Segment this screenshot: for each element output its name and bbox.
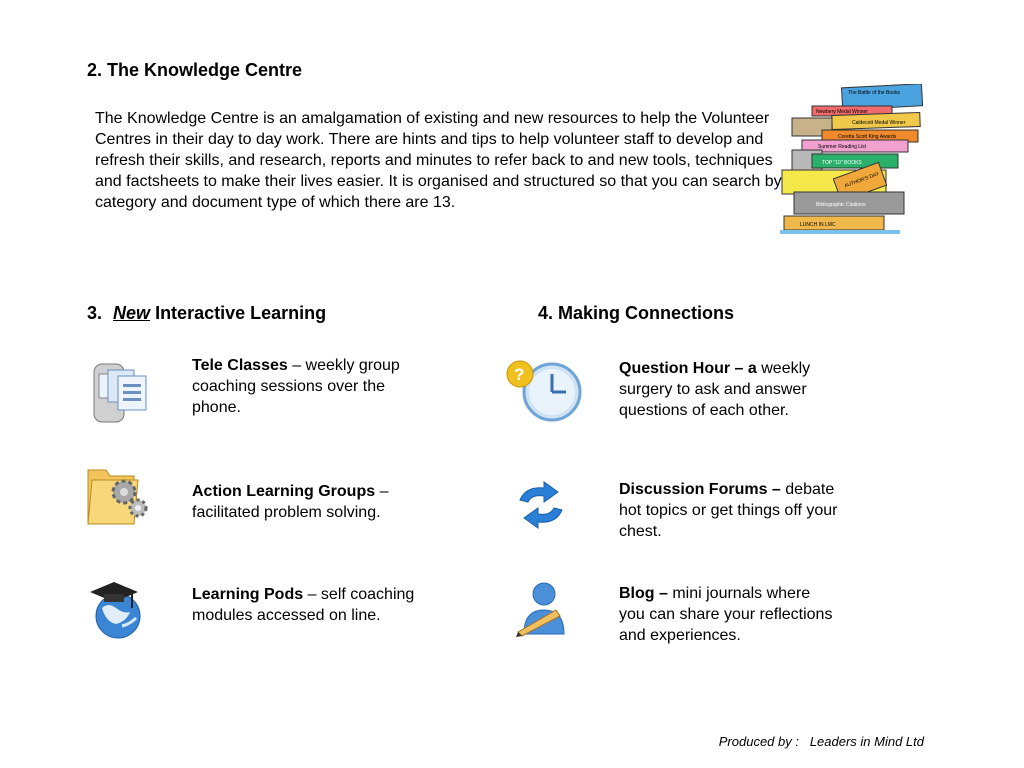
question-hour-item	[619, 358, 839, 421]
learning-pods-description: – self coaching modules accessed on line.	[192, 586, 415, 624]
book-spine-label: AUTHOR'S DAY	[843, 171, 881, 190]
action-learning-groups-item	[192, 481, 422, 523]
book-spine-label: Coretta Scott King Awards	[838, 134, 897, 140]
clock-question-icon	[502, 358, 586, 424]
tele-classes-item	[192, 355, 422, 418]
book-spine-label: Caldecott Medal Winner	[852, 120, 906, 126]
section-4-title: 4. Making Connections	[538, 303, 735, 323]
blog-description: mini journals where you can share your reflections and experiences.	[619, 585, 833, 644]
book-spine-label: TOP "10" BOOKS	[822, 160, 862, 166]
discussion-forums-title: Discussion Forums –	[619, 481, 781, 498]
blog-title: Blog –	[619, 585, 668, 602]
section-2-title: 2. The Knowledge Centre	[87, 60, 303, 80]
stack-of-books-icon	[778, 84, 930, 236]
section-3-title-rest: Interactive Learning	[155, 303, 327, 323]
book-spine-label: Summer Reading List	[818, 144, 867, 150]
action-learning-groups-title: Action Learning Groups	[192, 483, 376, 500]
section-3-number: 3.	[87, 303, 103, 323]
book-spine-label: Bibliographic Citations	[816, 202, 866, 208]
book-spine-label: Newbery Medal Winner	[816, 109, 868, 115]
blog-item	[619, 583, 839, 646]
section-3-new-word: New	[113, 303, 151, 323]
footer-credit: Produced by : Leaders in Mind Ltd	[718, 734, 924, 749]
globe-graduation-cap-icon	[86, 578, 148, 640]
knowledge-centre-description: The Knowledge Centre is an amalgamation of existing and new resources to help the Volunteer Centres in their day to day work. There are hints and tips to help volunteer staff to develop and refresh their skills, and research, reports and minutes to refer back to and new tools, techniques and factsheets to make their lives easier. It is organised and structured so that you can search by category and document type of which there are 13.	[95, 110, 782, 211]
folder-gears-icon	[84, 462, 154, 528]
book-spine-label: LUNCH IN LMC	[800, 222, 836, 228]
svg-text:?: ?	[514, 365, 525, 384]
refresh-arrows-icon	[514, 480, 568, 530]
book-spine-label: The Battle of the Books	[848, 90, 900, 96]
question-hour-title: Question Hour – a	[619, 360, 757, 377]
section-3-title	[87, 303, 326, 324]
learning-pods-title: Learning Pods	[192, 586, 304, 603]
action-learning-groups-description: – facilitated problem solving.	[192, 483, 389, 521]
discussion-forums-item	[619, 479, 839, 542]
learning-pods-item	[192, 584, 422, 626]
user-pencil-icon	[516, 580, 570, 638]
discussion-forums-description: debate hot topics or get things off your chest.	[619, 481, 838, 540]
mobile-phone-icon	[88, 360, 152, 426]
tele-classes-description: – weekly group coaching sessions over the phone.	[192, 357, 400, 416]
question-hour-description: weekly surgery to ask and answer questions of each other.	[619, 360, 811, 419]
tele-classes-title: Tele Classes	[192, 357, 288, 374]
